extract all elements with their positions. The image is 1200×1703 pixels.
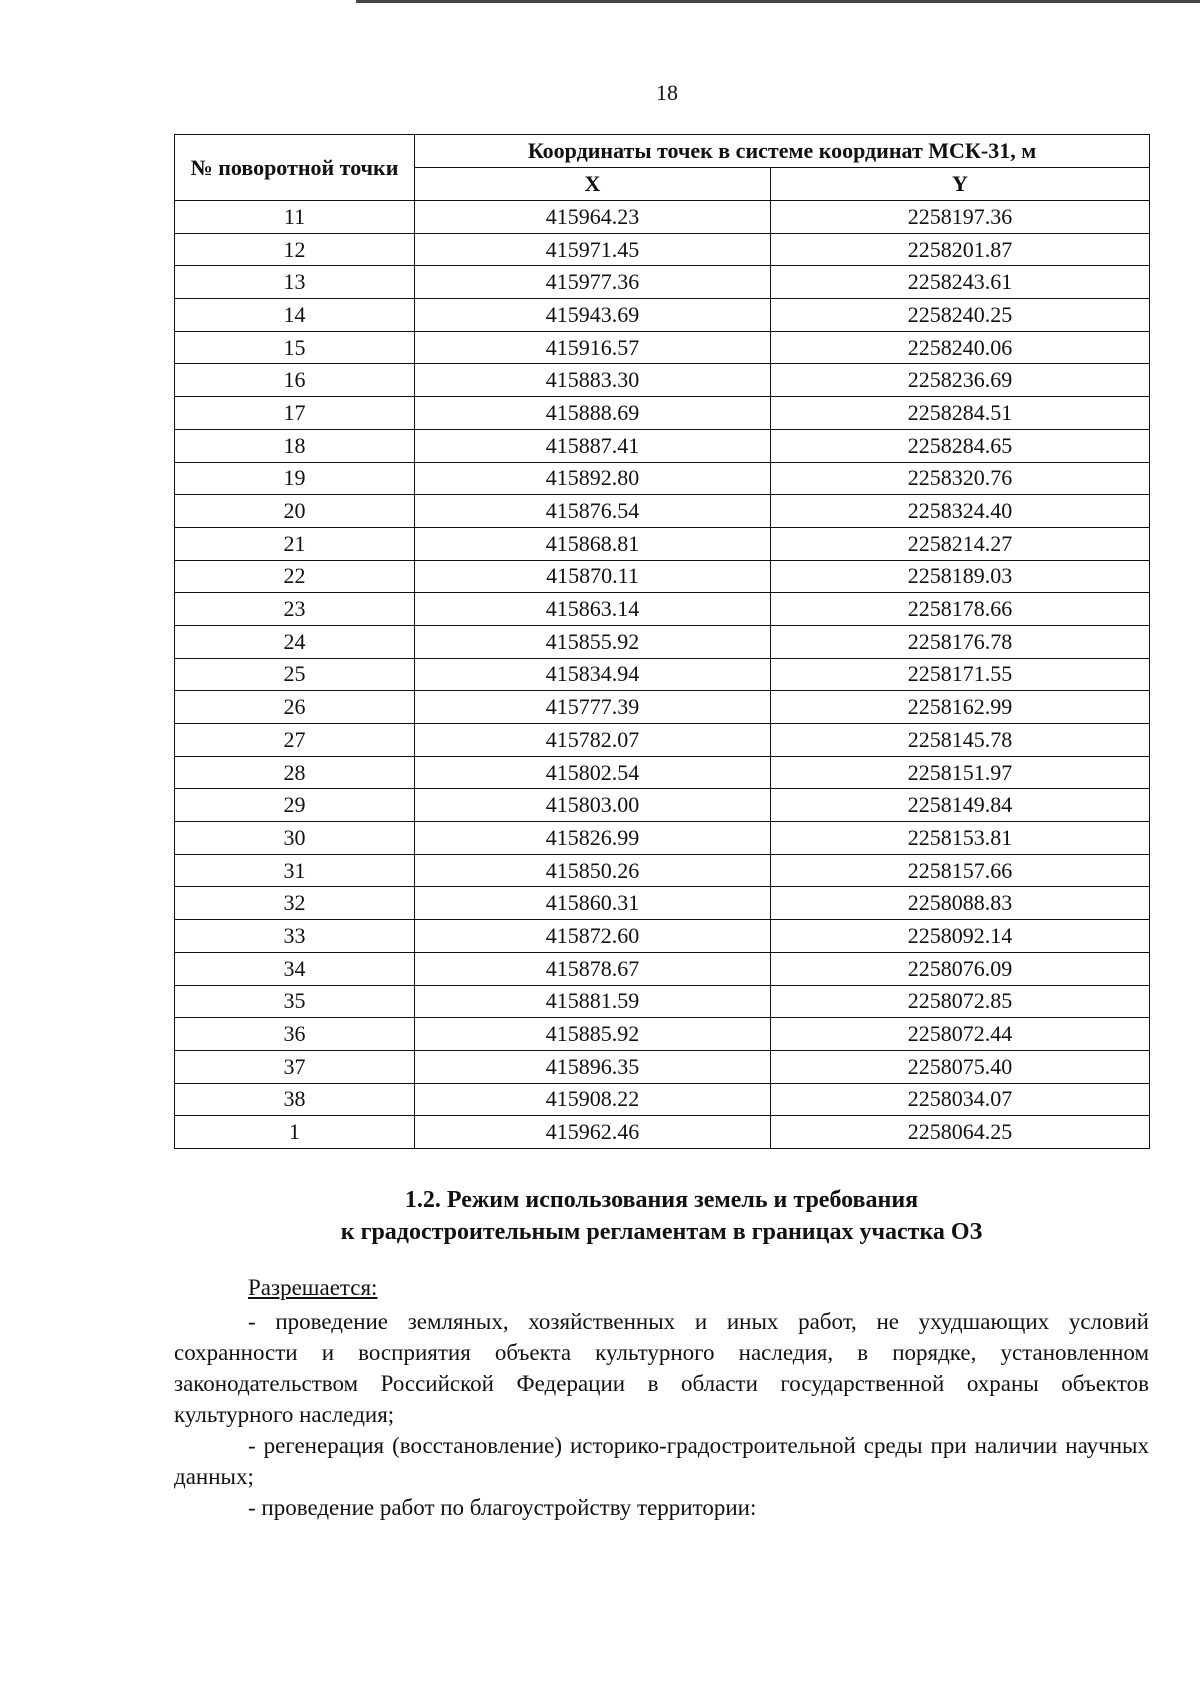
- section-body: [174, 1272, 1149, 1523]
- cell-point-number: 31: [175, 854, 415, 887]
- cell-point-number: 23: [175, 593, 415, 626]
- cell-y-coordinate: 2258064.25: [771, 1116, 1150, 1149]
- cell-x-coordinate: 415870.11: [415, 560, 771, 593]
- cell-x-coordinate: 415885.92: [415, 1018, 771, 1051]
- cell-y-coordinate: 2258149.84: [771, 789, 1150, 822]
- cell-point-number: 12: [175, 233, 415, 266]
- cell-point-number: 14: [175, 299, 415, 332]
- page-number: 18: [656, 80, 678, 105]
- cell-point-number: 21: [175, 527, 415, 560]
- cell-y-coordinate: 2258240.25: [771, 299, 1150, 332]
- cell-x-coordinate: 415916.57: [415, 331, 771, 364]
- cell-x-coordinate: 415802.54: [415, 756, 771, 789]
- cell-point-number: 1: [175, 1116, 415, 1149]
- header-y: Y: [771, 168, 1150, 201]
- cell-x-coordinate: 415883.30: [415, 364, 771, 397]
- cell-x-coordinate: 415977.36: [415, 266, 771, 299]
- permit-item: - проведение земляных, хозяйственных и иных работ, не ухудшающих условий сохранности и восприятия объекта культурного наследия, в порядке, установленном законодательством Российской Федерации в области государственной охраны объектов культурного наследия;: [174, 1309, 1149, 1427]
- cell-x-coordinate: 415868.81: [415, 527, 771, 560]
- cell-point-number: 27: [175, 724, 415, 757]
- cell-point-number: 24: [175, 625, 415, 658]
- cell-x-coordinate: 415782.07: [415, 724, 771, 757]
- cell-y-coordinate: 2258034.07: [771, 1083, 1150, 1116]
- cell-point-number: 37: [175, 1050, 415, 1083]
- cell-point-number: 22: [175, 560, 415, 593]
- table-row: [175, 658, 1150, 691]
- cell-y-coordinate: 2258088.83: [771, 887, 1150, 920]
- cell-y-coordinate: 2258284.65: [771, 429, 1150, 462]
- cell-y-coordinate: 2258240.06: [771, 331, 1150, 364]
- cell-point-number: 30: [175, 822, 415, 855]
- cell-x-coordinate: 415878.67: [415, 952, 771, 985]
- cell-y-coordinate: 2258201.87: [771, 233, 1150, 266]
- cell-y-coordinate: 2258176.78: [771, 625, 1150, 658]
- table-row: [175, 789, 1150, 822]
- cell-x-coordinate: 415888.69: [415, 397, 771, 430]
- cell-y-coordinate: 2258151.97: [771, 756, 1150, 789]
- cell-point-number: 20: [175, 495, 415, 528]
- table-row: [175, 462, 1150, 495]
- permit-item: - проведение работ по благоустройству территории:: [248, 1495, 757, 1520]
- cell-y-coordinate: 2258171.55: [771, 658, 1150, 691]
- cell-x-coordinate: 415887.41: [415, 429, 771, 462]
- cell-point-number: 13: [175, 266, 415, 299]
- cell-point-number: 18: [175, 429, 415, 462]
- cell-x-coordinate: 415777.39: [415, 691, 771, 724]
- cell-point-number: 16: [175, 364, 415, 397]
- cell-y-coordinate: 2258157.66: [771, 854, 1150, 887]
- cell-point-number: 36: [175, 1018, 415, 1051]
- cell-x-coordinate: 415943.69: [415, 299, 771, 332]
- header-point-number: № поворотной точки: [175, 135, 415, 201]
- cell-point-number: 29: [175, 789, 415, 822]
- table-row: [175, 920, 1150, 953]
- cell-y-coordinate: 2258075.40: [771, 1050, 1150, 1083]
- table-row: [175, 527, 1150, 560]
- cell-x-coordinate: 415876.54: [415, 495, 771, 528]
- cell-point-number: 11: [175, 201, 415, 234]
- table-row: [175, 1083, 1150, 1116]
- cell-point-number: 19: [175, 462, 415, 495]
- table-row: [175, 756, 1150, 789]
- cell-x-coordinate: 415892.80: [415, 462, 771, 495]
- cell-x-coordinate: 415881.59: [415, 985, 771, 1018]
- table-row: [175, 331, 1150, 364]
- cell-y-coordinate: 2258189.03: [771, 560, 1150, 593]
- cell-point-number: 32: [175, 887, 415, 920]
- cell-y-coordinate: 2258243.61: [771, 266, 1150, 299]
- table-row: [175, 724, 1150, 757]
- cell-x-coordinate: 415896.35: [415, 1050, 771, 1083]
- cell-x-coordinate: 415855.92: [415, 625, 771, 658]
- table-row: [175, 1116, 1150, 1149]
- permit-item: - регенерация (восстановление) историко-градостроительной среды при наличии научных данных;: [174, 1433, 1149, 1489]
- cell-x-coordinate: 415962.46: [415, 1116, 771, 1149]
- table-body: [175, 201, 1150, 1149]
- table-row: [175, 397, 1150, 430]
- cell-y-coordinate: 2258092.14: [771, 920, 1150, 953]
- cell-y-coordinate: 2258214.27: [771, 527, 1150, 560]
- cell-y-coordinate: 2258320.76: [771, 462, 1150, 495]
- table-row: [175, 1050, 1150, 1083]
- cell-point-number: 28: [175, 756, 415, 789]
- top-border-line: [356, 0, 1200, 3]
- table-row: [175, 1018, 1150, 1051]
- header-x: X: [415, 168, 771, 201]
- table-row: [175, 266, 1150, 299]
- cell-y-coordinate: 2258072.44: [771, 1018, 1150, 1051]
- table-row: [175, 952, 1150, 985]
- cell-y-coordinate: 2258162.99: [771, 691, 1150, 724]
- table-row: [175, 625, 1150, 658]
- cell-x-coordinate: 415834.94: [415, 658, 771, 691]
- cell-point-number: 34: [175, 952, 415, 985]
- cell-y-coordinate: 2258197.36: [771, 201, 1150, 234]
- cell-point-number: 38: [175, 1083, 415, 1116]
- section-title-line-2: к градостроительным регламентам в границах участка ОЗ: [340, 1219, 983, 1245]
- cell-y-coordinate: 2258236.69: [771, 364, 1150, 397]
- cell-x-coordinate: 415964.23: [415, 201, 771, 234]
- cell-x-coordinate: 415860.31: [415, 887, 771, 920]
- coordinates-table: [174, 134, 1150, 1149]
- section-title-line-1: 1.2. Режим использования земель и требования: [404, 1187, 919, 1213]
- cell-point-number: 33: [175, 920, 415, 953]
- permit-heading: Разрешается:: [248, 1275, 378, 1300]
- table-row: [175, 233, 1150, 266]
- table-row: [175, 429, 1150, 462]
- cell-point-number: 26: [175, 691, 415, 724]
- cell-y-coordinate: 2258072.85: [771, 985, 1150, 1018]
- cell-y-coordinate: 2258324.40: [771, 495, 1150, 528]
- section-title: [174, 1184, 1149, 1248]
- cell-x-coordinate: 415826.99: [415, 822, 771, 855]
- cell-point-number: 15: [175, 331, 415, 364]
- table-row: [175, 691, 1150, 724]
- cell-y-coordinate: 2258178.66: [771, 593, 1150, 626]
- cell-x-coordinate: 415872.60: [415, 920, 771, 953]
- table-row: [175, 822, 1150, 855]
- cell-point-number: 17: [175, 397, 415, 430]
- table-row: [175, 201, 1150, 234]
- header-coordinates: Координаты точек в системе координат МСК-31, м: [415, 135, 1150, 168]
- cell-x-coordinate: 415908.22: [415, 1083, 771, 1116]
- cell-x-coordinate: 415863.14: [415, 593, 771, 626]
- table-row: [175, 364, 1150, 397]
- cell-y-coordinate: 2258076.09: [771, 952, 1150, 985]
- cell-y-coordinate: 2258145.78: [771, 724, 1150, 757]
- cell-y-coordinate: 2258284.51: [771, 397, 1150, 430]
- cell-x-coordinate: 415971.45: [415, 233, 771, 266]
- cell-x-coordinate: 415803.00: [415, 789, 771, 822]
- table-row: [175, 985, 1150, 1018]
- table-row: [175, 887, 1150, 920]
- cell-point-number: 25: [175, 658, 415, 691]
- table-row: [175, 495, 1150, 528]
- cell-point-number: 35: [175, 985, 415, 1018]
- table-row: [175, 299, 1150, 332]
- cell-y-coordinate: 2258153.81: [771, 822, 1150, 855]
- table-row: [175, 593, 1150, 626]
- cell-x-coordinate: 415850.26: [415, 854, 771, 887]
- table-row: [175, 560, 1150, 593]
- table-row: [175, 854, 1150, 887]
